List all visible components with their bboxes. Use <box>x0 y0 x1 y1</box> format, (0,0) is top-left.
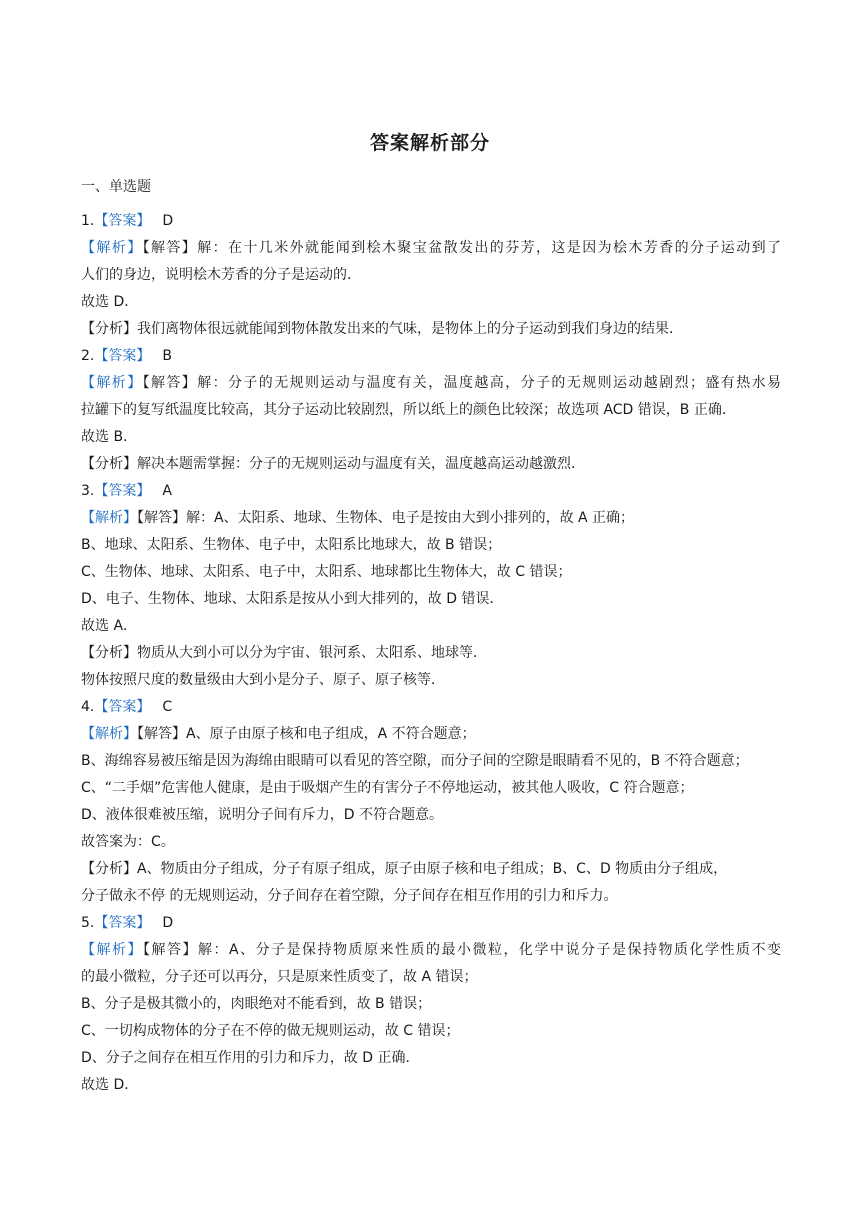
answer-body <box>81 208 781 1099</box>
explain-tag: 【解析】 <box>81 510 137 526</box>
conclusion-line: 故答案为：C。 <box>81 834 175 850</box>
explanation-line: 【解析】【解答】A、原子由原子核和电子组成，A 不符合题意； <box>81 726 476 742</box>
explanation-line: C、“二手烟”危害他人健康，是由于吸烟产生的有害分子不停地运动，被其他人吸收，C 符合题意； <box>81 780 694 796</box>
explanation-line: 的最小微粒，分子还可以再分，只是原来性质变了，故 A 错误； <box>81 969 478 985</box>
answer-line-q3: 3.【答案】 A <box>81 483 172 499</box>
answer-tag: 【答案】 <box>94 348 151 364</box>
explanation-line: D、分子之间存在相互作用的引力和斥力，故 D 正确． <box>81 1050 420 1066</box>
explanation-line: 【解析】【解答】解：分子的无规则运动与温度有关，温度越高，分子的无规则运动越剧烈；盛有热水易 <box>81 375 781 391</box>
answer-value: D <box>162 213 174 229</box>
explain-tag: 【解析】 <box>81 240 143 256</box>
explanation-line: 【解析】【解答】解：A、太阳系、地球、生物体、电子是按由大到小排列的，故 A 正确； <box>81 510 635 526</box>
explanation-line: B、海绵容易被压缩是因为海绵由眼睛可以看见的答空隙，而分子间的空隙是眼睛看不见的，B 不符合题意； <box>81 753 749 769</box>
answer-tag: 【答案】 <box>94 699 151 715</box>
analysis-line: 【分析】A、物质由分子组成，分子有原子组成，原子由原子核和电子组成；B、C、D 物质由分子组成， <box>81 861 728 877</box>
analysis-line: 【分析】解决本题需掌握：分子的无规则运动与温度有关，温度越高运动越激烈． <box>81 456 585 472</box>
explanation-line: 人们的身边，说明桧木芳香的分子是运动的． <box>81 267 361 283</box>
conclusion-line: 故选 B． <box>81 429 138 445</box>
answer-value: D <box>162 915 174 931</box>
explanation-line: C、一切构成物体的分子在不停的做无规则运动，故 C 错误； <box>81 1023 460 1039</box>
explain-tag: 【解析】 <box>81 942 143 958</box>
analysis-line: 【分析】物质从大到小可以分为宇宙、银河系、太阳系、地球等． <box>81 645 487 661</box>
answer-value: C <box>162 699 173 715</box>
answer-value: B <box>162 348 172 364</box>
analysis-line: 物体按照尺度的数量级由大到小是分子、原子、原子核等． <box>81 672 445 688</box>
explanation-line: 拉罐下的复写纸温度比较高，其分子运动比较剧烈，所以纸上的颜色比较深；故选项 ACD 错误，B 正确． <box>81 402 736 418</box>
answer-line-q5: 5.【答案】 D <box>81 915 174 931</box>
explanation-line: D、电子、生物体、地球、太阳系是按从小到大排列的，故 D 错误． <box>81 591 504 607</box>
explain-tag: 【解析】 <box>81 726 137 742</box>
answer-tag: 【答案】 <box>94 915 151 931</box>
conclusion-line: 故选 D． <box>81 294 139 310</box>
answer-line-q1: 1.【答案】 D <box>81 213 174 229</box>
analysis-line: 【分析】我们离物体很远就能闻到物体散发出来的气味，是物体上的分子运动到我们身边的结果． <box>81 321 683 337</box>
analysis-line: 分子做永不停 的无规则运动，分子间存在着空隙，分子间存在相互作用的引力和斥力。 <box>81 888 618 904</box>
page-title: 答案解析部分 <box>369 132 490 154</box>
answer-tag: 【答案】 <box>94 483 151 499</box>
explanation-line: 【解析】【解答】解：在十几米外就能闻到桧木聚宝盆散发出的芬芳，这是因为桧木芳香的分子运动到了 <box>81 240 781 256</box>
answer-value: A <box>162 483 172 499</box>
explanation-line: B、分子是极其微小的，肉眼绝对不能看到，故 B 错误； <box>81 996 432 1012</box>
explanation-line: 【解析】【解答】解：A、分子是保持物质原来性质的最小微粒，化学中说分子是保持物质化学性质不变 <box>81 942 781 958</box>
answer-line-q4: 4.【答案】 C <box>81 699 173 715</box>
section-heading: 一、单选题 <box>81 179 151 195</box>
answer-line-q2: 2.【答案】 B <box>81 348 172 364</box>
explanation-line: B、地球、太阳系、生物体、电子中，太阳系比地球大，故 B 错误； <box>81 537 502 553</box>
explanation-line: D、液体很难被压缩，说明分子间有斥力，D 不符合题意。 <box>81 807 444 823</box>
conclusion-line: 故选 A． <box>81 618 138 634</box>
answer-tag: 【答案】 <box>94 213 151 229</box>
explain-tag: 【解析】 <box>81 375 143 391</box>
explanation-line: C、生物体、地球、太阳系、电子中，太阳系、地球都比生物体大，故 C 错误； <box>81 564 572 580</box>
conclusion-line: 故选 D． <box>81 1077 139 1093</box>
